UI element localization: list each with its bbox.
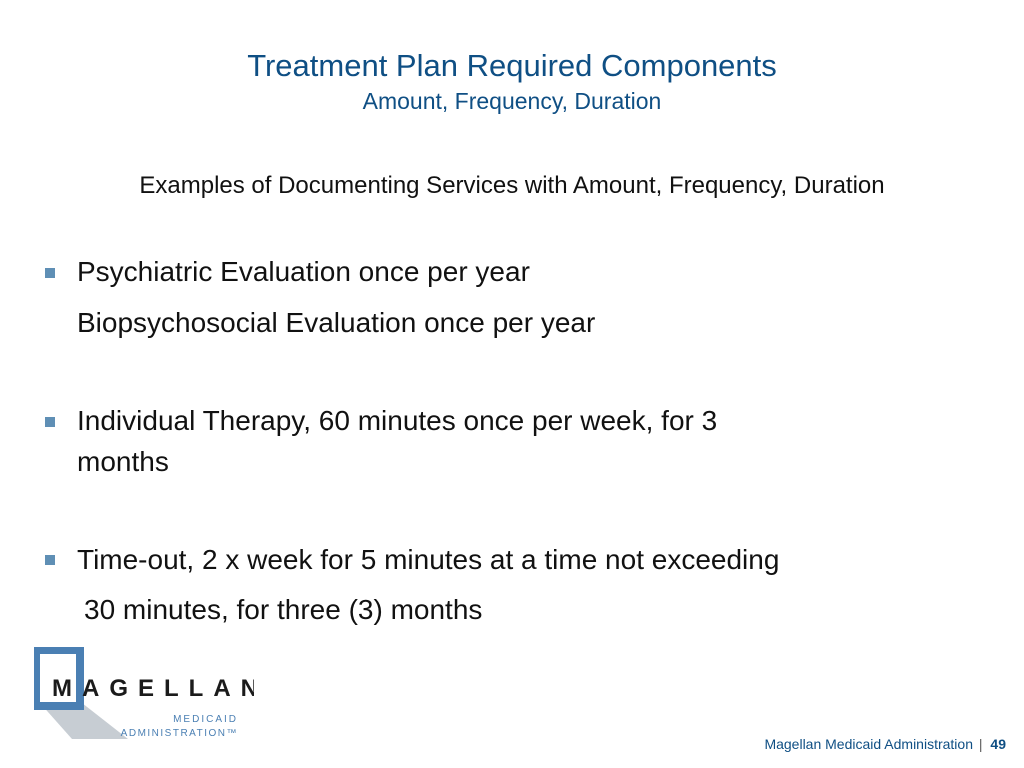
slide-subtitle: Amount, Frequency, Duration: [362, 88, 662, 114]
examples-heading: Examples of Documenting Services with Amount, Frequency, Duration: [139, 172, 885, 199]
footer: [764, 736, 1006, 752]
page-number: 49: [990, 736, 1006, 752]
bullet-marker: [45, 268, 55, 278]
logo-wordmark: MAGELLAN: [52, 675, 254, 702]
bullet-3-line-1: Time-out, 2 x week for 5 minutes at a time not exceeding: [77, 544, 780, 575]
magellan-logo-mark: [34, 647, 254, 743]
bullet-3-line-2: 30 minutes, for three (3) months: [84, 594, 483, 625]
logo-line-medicaid: MEDICAID: [173, 714, 238, 725]
bullet-2-line-1: Individual Therapy, 60 minutes once per week, for 3: [77, 405, 718, 436]
footer-separator: |: [978, 736, 983, 752]
logo-line-administration: ADMINISTRATION™: [120, 728, 238, 739]
bullet-marker: [45, 555, 55, 565]
slide-title: Treatment Plan Required Components: [247, 48, 777, 83]
magellan-logo: [34, 647, 254, 743]
footer-org: Magellan Medicaid Administration: [764, 736, 973, 752]
bullet-2-line-2: months: [77, 446, 169, 477]
bullet-1-line-1: Psychiatric Evaluation once per year: [77, 256, 530, 287]
bullet-marker: [45, 417, 55, 427]
bullet-1-line-2: Biopsychosocial Evaluation once per year: [77, 307, 596, 338]
